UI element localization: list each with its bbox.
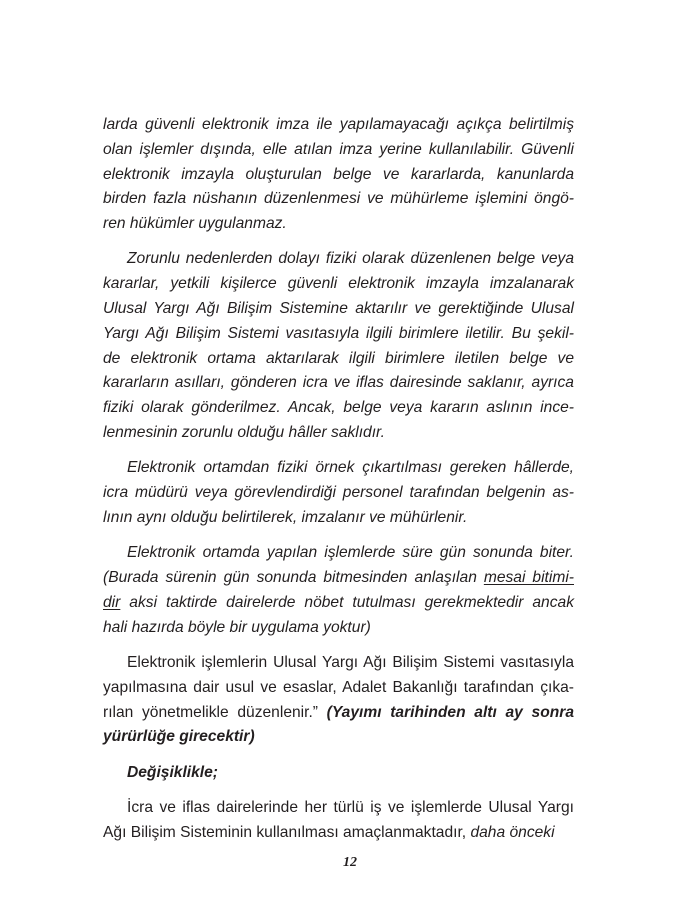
text-line bbox=[103, 347, 574, 372]
text-line bbox=[103, 616, 574, 641]
paragraph bbox=[103, 651, 574, 750]
paragraph bbox=[103, 761, 574, 786]
text-line bbox=[103, 761, 574, 786]
text-segment: olan işlemler dışında, elle atılan imza yerine kullanılabilir. Güvenli bbox=[103, 140, 574, 158]
text-segment: Zorunlu nedenlerden dolayı fiziki olarak düzenlenen belge veya bbox=[127, 250, 574, 268]
text-line bbox=[103, 297, 574, 322]
text-segment: İcra ve iflas dairelerinde her türlü iş ve işlemlerde Ulusal Yargı bbox=[127, 798, 574, 816]
text-line bbox=[103, 701, 574, 726]
document-body bbox=[103, 113, 574, 856]
bold-text: yürürlüğe girecektir) bbox=[103, 728, 255, 746]
text-segment: kararların asılları, gönderen icra ve iflas dairesinde saklanır, ayrıca bbox=[103, 374, 574, 392]
text-line bbox=[103, 138, 574, 163]
text-line bbox=[103, 676, 574, 701]
text-segment: daha önceki bbox=[470, 823, 555, 841]
page-number: 12 bbox=[343, 855, 357, 870]
text-segment: rılan yönetmelikle düzenlenir.” bbox=[103, 703, 327, 721]
paragraph bbox=[103, 113, 574, 237]
text-segment: Elektronik işlemlerin Ulusal Yargı Ağı Bilişim Sistemi vasıtasıyla bbox=[127, 653, 574, 671]
text-segment: lenmesinin zorunlu olduğu hâller saklıdır. bbox=[103, 424, 385, 442]
text-segment: icra müdürü veya görevlendirdiği personel tarafından belgenin as- bbox=[103, 484, 574, 502]
text-line bbox=[103, 212, 574, 237]
text-segment: lının aynı olduğu belirtilerek, imzalanır ve mühürlenir. bbox=[103, 508, 468, 526]
text-line bbox=[103, 322, 574, 347]
text-segment: de elektronik ortama aktarılarak ilgili birimlere iletilen belge ve bbox=[103, 349, 574, 367]
text-line bbox=[103, 163, 574, 188]
text-line bbox=[103, 821, 574, 846]
paragraph bbox=[103, 247, 574, 445]
text-segment: Elektronik ortamda yapılan işlemlerde süre gün sonunda biter. bbox=[127, 544, 574, 562]
text-line bbox=[103, 247, 574, 272]
text-line bbox=[103, 566, 574, 591]
text-line bbox=[103, 371, 574, 396]
text-segment: birden fazla nüshanın düzenlenmesi ve mühürleme işlemini öngö- bbox=[103, 190, 574, 208]
text-line bbox=[103, 396, 574, 421]
text-segment: ren hükümler uygulanmaz. bbox=[103, 215, 287, 233]
text-segment: yapılmasına dair usul ve esaslar, Adalet Bakanlığı tarafından çıka- bbox=[103, 678, 574, 696]
text-segment: hali hazırda böyle bir uygulama yoktur) bbox=[103, 618, 371, 636]
text-segment: Ağı Bilişim Sisteminin kullanılması amaçlanmaktadır, bbox=[103, 823, 471, 841]
text-line bbox=[103, 651, 574, 676]
text-line bbox=[103, 591, 574, 616]
text-segment: (Burada sürenin gün sonunda bitmesinden anlaşılan bbox=[103, 569, 484, 587]
text-line bbox=[103, 113, 574, 138]
text-line bbox=[103, 272, 574, 297]
underlined-text: dir bbox=[103, 593, 121, 611]
text-segment: Ulusal Yargı Ağı Bilişim Sistemine aktarılır ve gerektiğinde Ulusal bbox=[103, 300, 574, 318]
text-line bbox=[103, 421, 574, 446]
paragraph bbox=[103, 796, 574, 846]
text-segment: Elektronik ortamdan fiziki örnek çıkartılması gereken hâllerde, bbox=[127, 459, 574, 477]
text-segment: Yargı Ağı Bilişim Sistemi vasıtasıyla ilgili birimlere iletilir. Bu şekil- bbox=[103, 324, 574, 342]
text-line bbox=[103, 187, 574, 212]
underlined-text: mesai bitimi- bbox=[483, 569, 574, 587]
text-line bbox=[103, 725, 574, 750]
text-line bbox=[103, 796, 574, 821]
text-line bbox=[103, 541, 574, 566]
text-segment: aksi taktirde dairelerde nöbet tutulması gerekmektedir ancak bbox=[120, 593, 574, 611]
text-segment: larda güvenli elektronik imza ile yapılamayacağı açıkça belirtilmiş bbox=[103, 116, 574, 133]
bold-text: Değişiklikle; bbox=[127, 763, 219, 781]
paragraph bbox=[103, 541, 574, 640]
text-line bbox=[103, 456, 574, 481]
text-line bbox=[103, 506, 574, 531]
bold-text: (Yayımı tarihinden altı ay sonra bbox=[326, 703, 574, 721]
text-segment: elektronik imzayla oluşturulan belge ve kararlarda, kanunlarda bbox=[103, 165, 574, 183]
paragraph bbox=[103, 456, 574, 530]
text-segment: fiziki olarak gönderilmez. Ancak, belge veya kararın aslının ince- bbox=[103, 399, 574, 417]
text-segment: kararlar, yetkili kişilerce güvenli elektronik imzayla imzalanarak bbox=[103, 275, 574, 293]
text-line bbox=[103, 481, 574, 506]
